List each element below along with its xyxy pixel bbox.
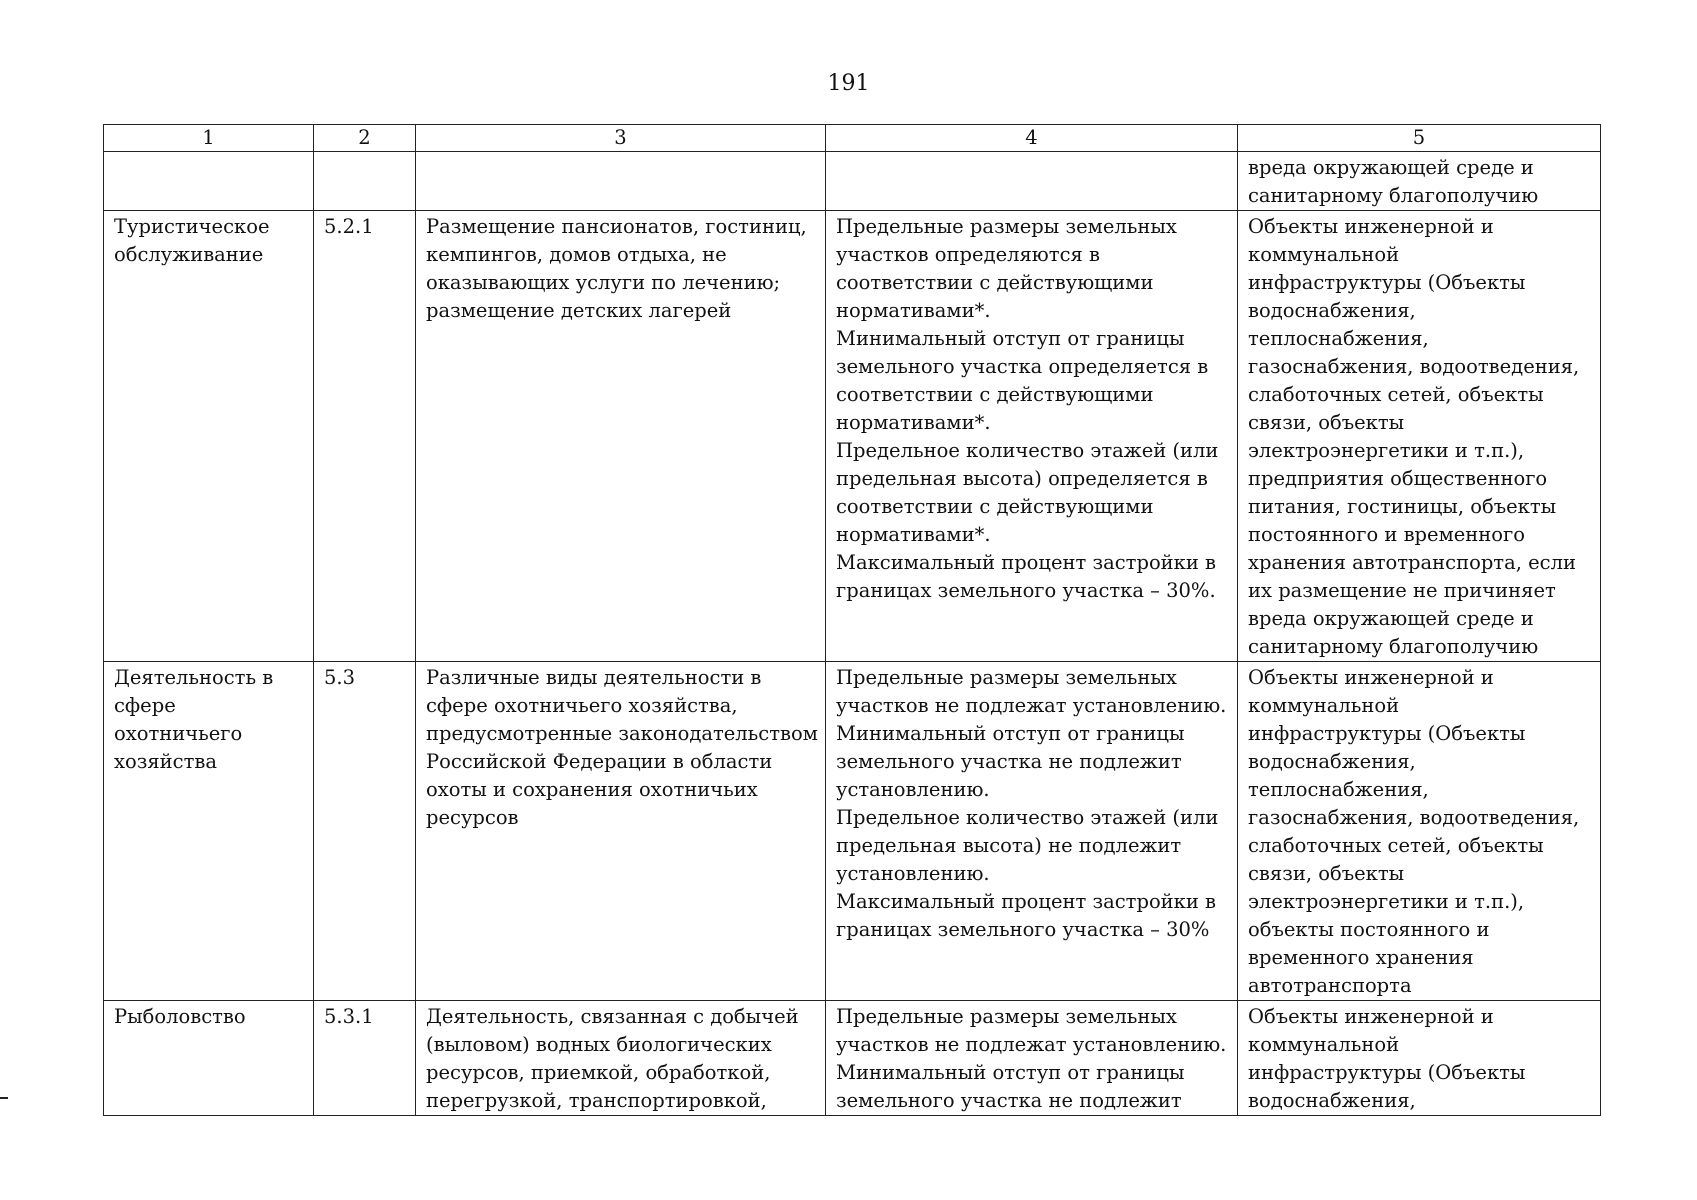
parameters-cell [826,152,1238,211]
cell-text-line: Предельные размеры земельных [836,666,1177,689]
parameters-cell [826,662,1238,1001]
cell-text-line: вреда окружающей среде и [1248,607,1534,630]
land-use-description-cell [416,662,826,1001]
cell-text-line: соответствии с действующими [836,495,1154,518]
auxiliary-uses-cell [1238,662,1601,1001]
cell-text-line: охоты и сохранения охотничьих [426,778,758,801]
cell-text-line: установлению. [836,778,990,801]
column-number-row [104,125,1601,152]
cell-text-line: нормативами*. [836,299,991,322]
cell-text-line: электроэнергетики и т.п.), [1248,890,1525,913]
cell-text-line: установлению. [836,862,990,885]
cell-text-line: охотничьего [114,722,243,745]
cell-text-line: нормативами*. [836,523,991,546]
cell-text-line: электроэнергетики и т.п.), [1248,439,1525,462]
cell-text-line: ресурсов, приемкой, обработкой, [426,1061,771,1084]
parameters-cell [826,1001,1238,1116]
cell-text-line: нормативами*. [836,411,991,434]
cell-text-line: инфраструктуры (Объекты [1248,722,1526,745]
cell-text-line: автотранспорта [1248,974,1412,997]
cell-text-line: Максимальный процент застройки в [836,890,1217,913]
cell-text-line: Предельные размеры земельных [836,1005,1177,1028]
cell-text-line: инфраструктуры (Объекты [1248,271,1526,294]
cell-text-line: хранения автотранспорта, если [1248,551,1576,574]
cell-text-line: 5.3.1 [324,1005,374,1028]
cell-text-line: постоянного и временного [1248,523,1525,546]
cell-text-line: Размещение пансионатов, гостиниц, [426,215,807,238]
land-use-type-cell [104,152,314,211]
cell-text-line: Объекты инженерной и [1248,215,1494,238]
cell-text-line: слаботочных сетей, объекты [1248,834,1544,857]
cell-text-line: предусмотренные законодательством [426,722,818,745]
parameters-cell [826,211,1238,662]
table-row [104,152,1601,211]
cell-text-line: участков не подлежат установлению. [836,1033,1227,1056]
column-header: 2 [314,125,416,152]
cell-text-line: Российской Федерации в области [426,750,773,773]
land-use-type-cell [104,211,314,662]
cell-text-line: Минимальный отступ от границы [836,722,1185,745]
table-body [104,152,1601,1116]
cell-text-line: газоснабжения, водоотведения, [1248,355,1580,378]
cell-text-line: хозяйства [114,750,217,773]
cell-text-line: Рыболовство [114,1005,246,1028]
cell-text-line: земельного участка определяется в [836,355,1209,378]
cell-text-line: участков не подлежат установлению. [836,694,1227,717]
column-header: 3 [416,125,826,152]
cell-text-line: Предельное количество этажей (или [836,806,1219,829]
cell-text-line: Объекты инженерной и [1248,1005,1494,1028]
cell-text-line: Предельное количество этажей (или [836,439,1219,462]
cell-text-line: кемпингов, домов отдыха, не [426,243,727,266]
cell-text-line: (выловом) водных биологических [426,1033,772,1056]
cell-text-line: земельного участка не подлежит [836,1089,1182,1112]
cell-text-line: санитарному благополучию [1248,184,1539,207]
land-use-description-cell [416,152,826,211]
cell-text-line: предприятия общественного [1248,467,1548,490]
cell-text-line: соответствии с действующими [836,271,1154,294]
cell-text-line: теплоснабжения, [1248,778,1429,801]
land-use-type-cell [104,662,314,1001]
cell-text-line: сфере охотничьего хозяйства, [426,694,738,717]
auxiliary-uses-cell [1238,1001,1601,1116]
cell-text-line: перегрузкой, транспортировкой, [426,1089,767,1112]
cell-text-line: Предельные размеры земельных [836,215,1177,238]
cell-text-line: Объекты инженерной и [1248,666,1494,689]
cell-text-line: обслуживание [114,243,264,266]
cell-text-line: предельная высота) определяется в [836,467,1208,490]
cell-text-line: Туристическое [114,215,270,238]
cell-text-line: связи, объекты [1248,862,1405,885]
auxiliary-uses-cell [1238,152,1601,211]
column-header: 5 [1238,125,1601,152]
cell-text-line: водоснабжения, [1248,299,1416,322]
cell-text-line: 5.3 [324,666,356,689]
cell-text-line: коммунальной [1248,694,1400,717]
table-row [104,211,1601,662]
column-header: 1 [104,125,314,152]
cell-text-line: газоснабжения, водоотведения, [1248,806,1580,829]
land-use-table [103,124,1601,1116]
cell-text-line: теплоснабжения, [1248,327,1429,350]
cell-text-line: Минимальный отступ от границы [836,327,1185,350]
cell-text-line: Деятельность в [114,666,274,689]
cell-text-line: Максимальный процент застройки в [836,551,1217,574]
cell-text-line: водоснабжения, [1248,750,1416,773]
land-use-description-cell [416,211,826,662]
land-use-code-cell [314,662,416,1001]
margin-mark [0,1097,8,1099]
cell-text-line: их размещение не причиняет [1248,579,1556,602]
table-row [104,662,1601,1001]
cell-text-line: объекты постоянного и [1248,918,1490,941]
cell-text-line: питания, гостиницы, объекты [1248,495,1557,518]
cell-text-line: границах земельного участка – 30% [836,918,1210,941]
auxiliary-uses-cell [1238,211,1601,662]
land-use-type-cell [104,1001,314,1116]
cell-text-line: коммунальной [1248,1033,1400,1056]
cell-text-line: водоснабжения, [1248,1089,1416,1112]
cell-text-line: оказывающих услуги по лечению; [426,271,781,294]
land-use-code-cell [314,152,416,211]
cell-text-line: связи, объекты [1248,411,1405,434]
land-use-description-cell [416,1001,826,1116]
cell-text-line: временного хранения [1248,946,1474,969]
cell-text-line: слаботочных сетей, объекты [1248,383,1544,406]
land-use-code-cell [314,1001,416,1116]
cell-text-line: сфере [114,694,176,717]
table-row [104,1001,1601,1116]
land-use-code-cell [314,211,416,662]
cell-text-line: санитарному благополучию [1248,635,1539,658]
cell-text-line: участков определяются в [836,243,1100,266]
cell-text-line: 5.2.1 [324,215,374,238]
cell-text-line: предельная высота) не подлежит [836,834,1182,857]
cell-text-line: Минимальный отступ от границы [836,1061,1185,1084]
cell-text-line: вреда окружающей среде и [1248,156,1534,179]
cell-text-line: земельного участка не подлежит [836,750,1182,773]
cell-text-line: ресурсов [426,806,519,829]
column-header: 4 [826,125,1238,152]
cell-text-line: границах земельного участка – 30%. [836,579,1216,602]
cell-text-line: инфраструктуры (Объекты [1248,1061,1526,1084]
cell-text-line: соответствии с действующими [836,383,1154,406]
cell-text-line: коммунальной [1248,243,1400,266]
cell-text-line: Различные виды деятельности в [426,666,762,689]
cell-text-line: Деятельность, связанная с добычей [426,1005,799,1028]
page-number: 191 [827,71,870,96]
cell-text-line: размещение детских лагерей [426,299,732,322]
